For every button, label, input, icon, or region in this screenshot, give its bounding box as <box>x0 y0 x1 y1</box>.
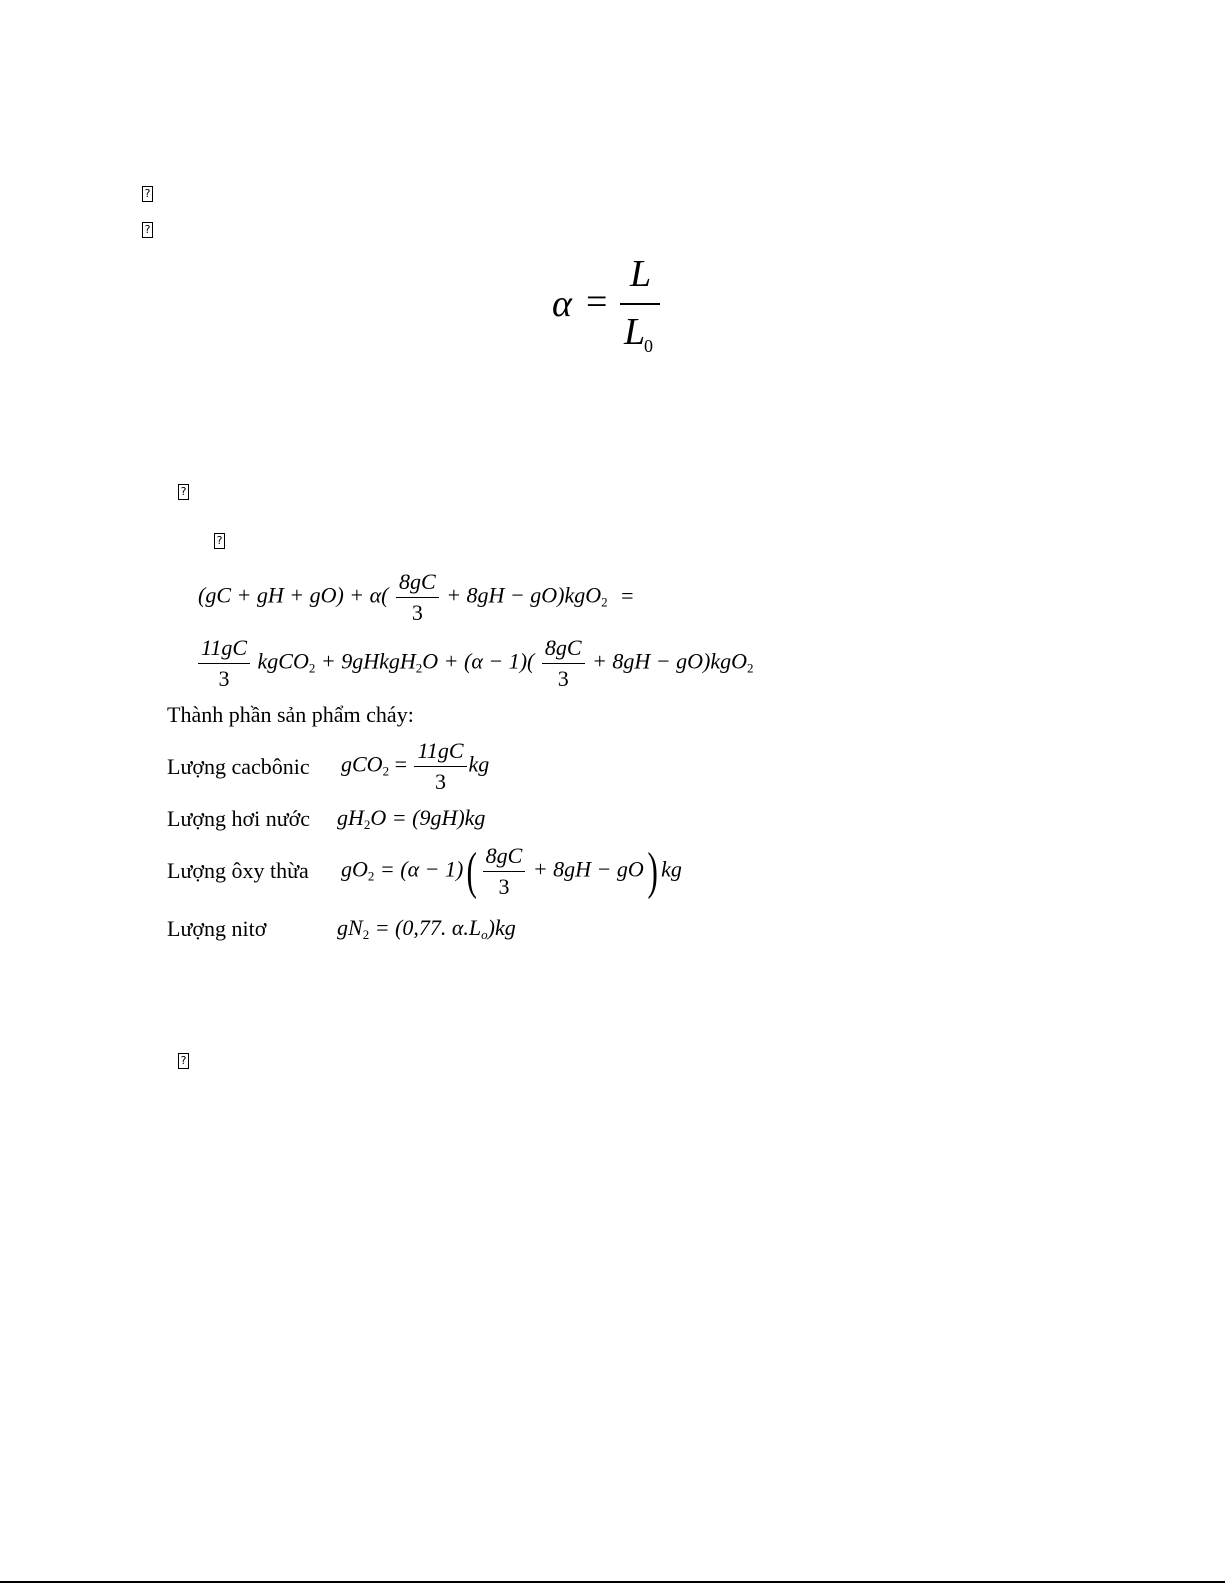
o2-lhs-sub: 2 <box>367 868 375 884</box>
reaction-line-2 <box>196 634 754 693</box>
o2-tail: + 8gH − gO <box>532 856 644 882</box>
o2-mid: = (α − 1) <box>379 856 464 882</box>
products-heading: Thành phần sản phẩm cháy: <box>167 702 414 727</box>
co2-eq: = <box>394 751 407 777</box>
reaction-line2-a-sub: 2 <box>308 660 316 676</box>
n2-lhs: gN <box>337 915 363 940</box>
co2-lhs-sub: 2 <box>382 763 390 779</box>
o2-right-paren: ) <box>647 842 658 900</box>
n2-lhs-sub: 2 <box>362 927 370 942</box>
o2-formula <box>341 842 682 901</box>
reaction-line2-fraction <box>198 634 250 693</box>
reaction-line1-a: (gC + gH + gO) + α( <box>198 582 389 608</box>
o2-unit: kg <box>661 856 682 882</box>
alpha-denominator: L <box>624 311 646 353</box>
h2o-formula <box>337 804 485 839</box>
reaction-line2-fraction-2 <box>542 634 585 693</box>
reaction-line2-frac-num: 11gC <box>198 634 250 664</box>
page-bottom-rule <box>0 1581 1225 1583</box>
reaction-line2-frac-den: 3 <box>218 666 230 691</box>
reaction-line1-eq: = <box>621 582 634 608</box>
reaction-line1-fraction <box>396 568 439 627</box>
co2-unit: kg <box>468 751 490 777</box>
alpha-equals: = <box>586 281 608 323</box>
reaction-line2-frac2-num: 8gC <box>542 634 585 664</box>
alpha-numerator: L <box>630 253 652 295</box>
n2-formula <box>337 914 516 949</box>
o2-fraction <box>483 842 526 901</box>
alpha-fraction-bar <box>620 303 660 305</box>
o2-frac-den: 3 <box>498 874 510 899</box>
reaction-line1-frac-num: 8gC <box>396 568 439 598</box>
reaction-line-1 <box>198 568 634 627</box>
co2-frac-den: 3 <box>435 769 446 794</box>
reaction-line1-b-sub: 2 <box>601 594 608 610</box>
co2-label: Lượng cacbônic <box>167 754 310 779</box>
o2-label: Lượng ôxy thừa <box>167 858 309 883</box>
reaction-line1-b: + 8gH − gO)kgO <box>446 582 602 608</box>
reaction-line2-c: O + (α − 1)( <box>422 648 535 674</box>
n2-tail: )kg <box>487 915 516 940</box>
h2o-lhs-sub: 2 <box>363 817 371 832</box>
o2-frac-num: 8gC <box>483 842 526 872</box>
reaction-line2-frac2-den: 3 <box>557 666 569 691</box>
n2-mid-sub: o <box>481 927 488 942</box>
o2-lhs: gO <box>341 856 368 882</box>
missing-glyph-marker-1: ? <box>142 186 153 202</box>
missing-glyph-marker-5: ? <box>178 1053 189 1069</box>
reaction-line1-frac-den: 3 <box>411 600 423 625</box>
n2-mid: = (0,77. α.L <box>374 915 482 940</box>
h2o-label: Lượng hơi nước <box>167 806 311 831</box>
alpha-denominator-subscript: 0 <box>644 336 653 356</box>
co2-lhs: gCO <box>341 751 383 777</box>
n2-label: Lượng nitơ <box>167 916 267 941</box>
reaction-line2-a: kgCO <box>257 648 309 674</box>
reaction-line2-b-sub: 2 <box>415 660 423 676</box>
reaction-line2-d: + 8gH − gO)kgO <box>592 648 748 674</box>
missing-glyph-marker-3: ? <box>178 484 189 500</box>
reaction-line2-b: + 9gHkgH <box>320 648 416 674</box>
o2-left-paren: ( <box>466 842 478 900</box>
missing-glyph-marker-4: ? <box>214 533 225 549</box>
reaction-line2-d-sub: 2 <box>747 660 754 676</box>
h2o-lhs: gH <box>337 805 364 830</box>
co2-fraction <box>414 737 466 796</box>
alpha-symbol: α <box>552 283 572 325</box>
missing-glyph-marker-2: ? <box>142 222 153 238</box>
co2-frac-num: 11gC <box>414 737 466 767</box>
co2-formula <box>341 737 489 796</box>
h2o-tail: O = (9gH)kg <box>370 805 486 830</box>
